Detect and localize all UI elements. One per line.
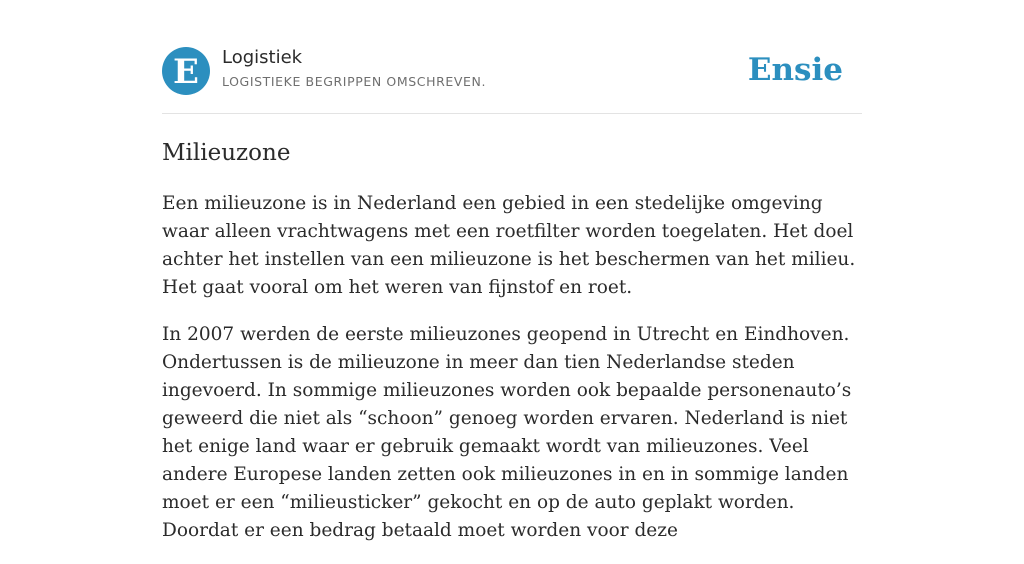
site-title[interactable]: Logistiek: [222, 47, 303, 68]
site-header: [162, 0, 862, 114]
page-container: [162, 0, 862, 541]
site-logo[interactable]: [162, 47, 210, 95]
logo-letter: E: [173, 51, 199, 92]
page-title: Milieuzone: [162, 140, 291, 166]
brand-logo[interactable]: Ensie: [747, 52, 843, 88]
article-paragraph: In 2007 werden de eerste milieuzones geopend in Utrecht en Eindhoven. Ondertussen is de milieuzone in meer dan tien Nederlandse steden ingevoerd. In sommige milieuzones worden ook bepaalde personenauto’s geweerd die niet als “schoon” genoeg worden ervaren. Nederland is niet het enige land waar er gebruik gemaakt wordt van milieuzones. Veel andere Europese landen zetten ook milieuzones in en in sommige landen moet er een “milieusticker” gekocht en op de auto geplakt worden. Doordat er een bedrag betaald moet worden voor deze: [162, 324, 852, 541]
article-paragraph: Een milieuzone is in Nederland een gebied in een stedelijke omgeving waar alleen vrachtwagens met een roetfilter worden toegelaten. Het doel achter het instellen van een milieuzone is het beschermen van het milieu. Het gaat vooral om het weren van fijnstof en roet.: [162, 193, 856, 298]
article-body: [162, 190, 862, 564]
site-subtitle: LOGISTIEKE BEGRIPPEN OMSCHREVEN.: [222, 74, 487, 89]
